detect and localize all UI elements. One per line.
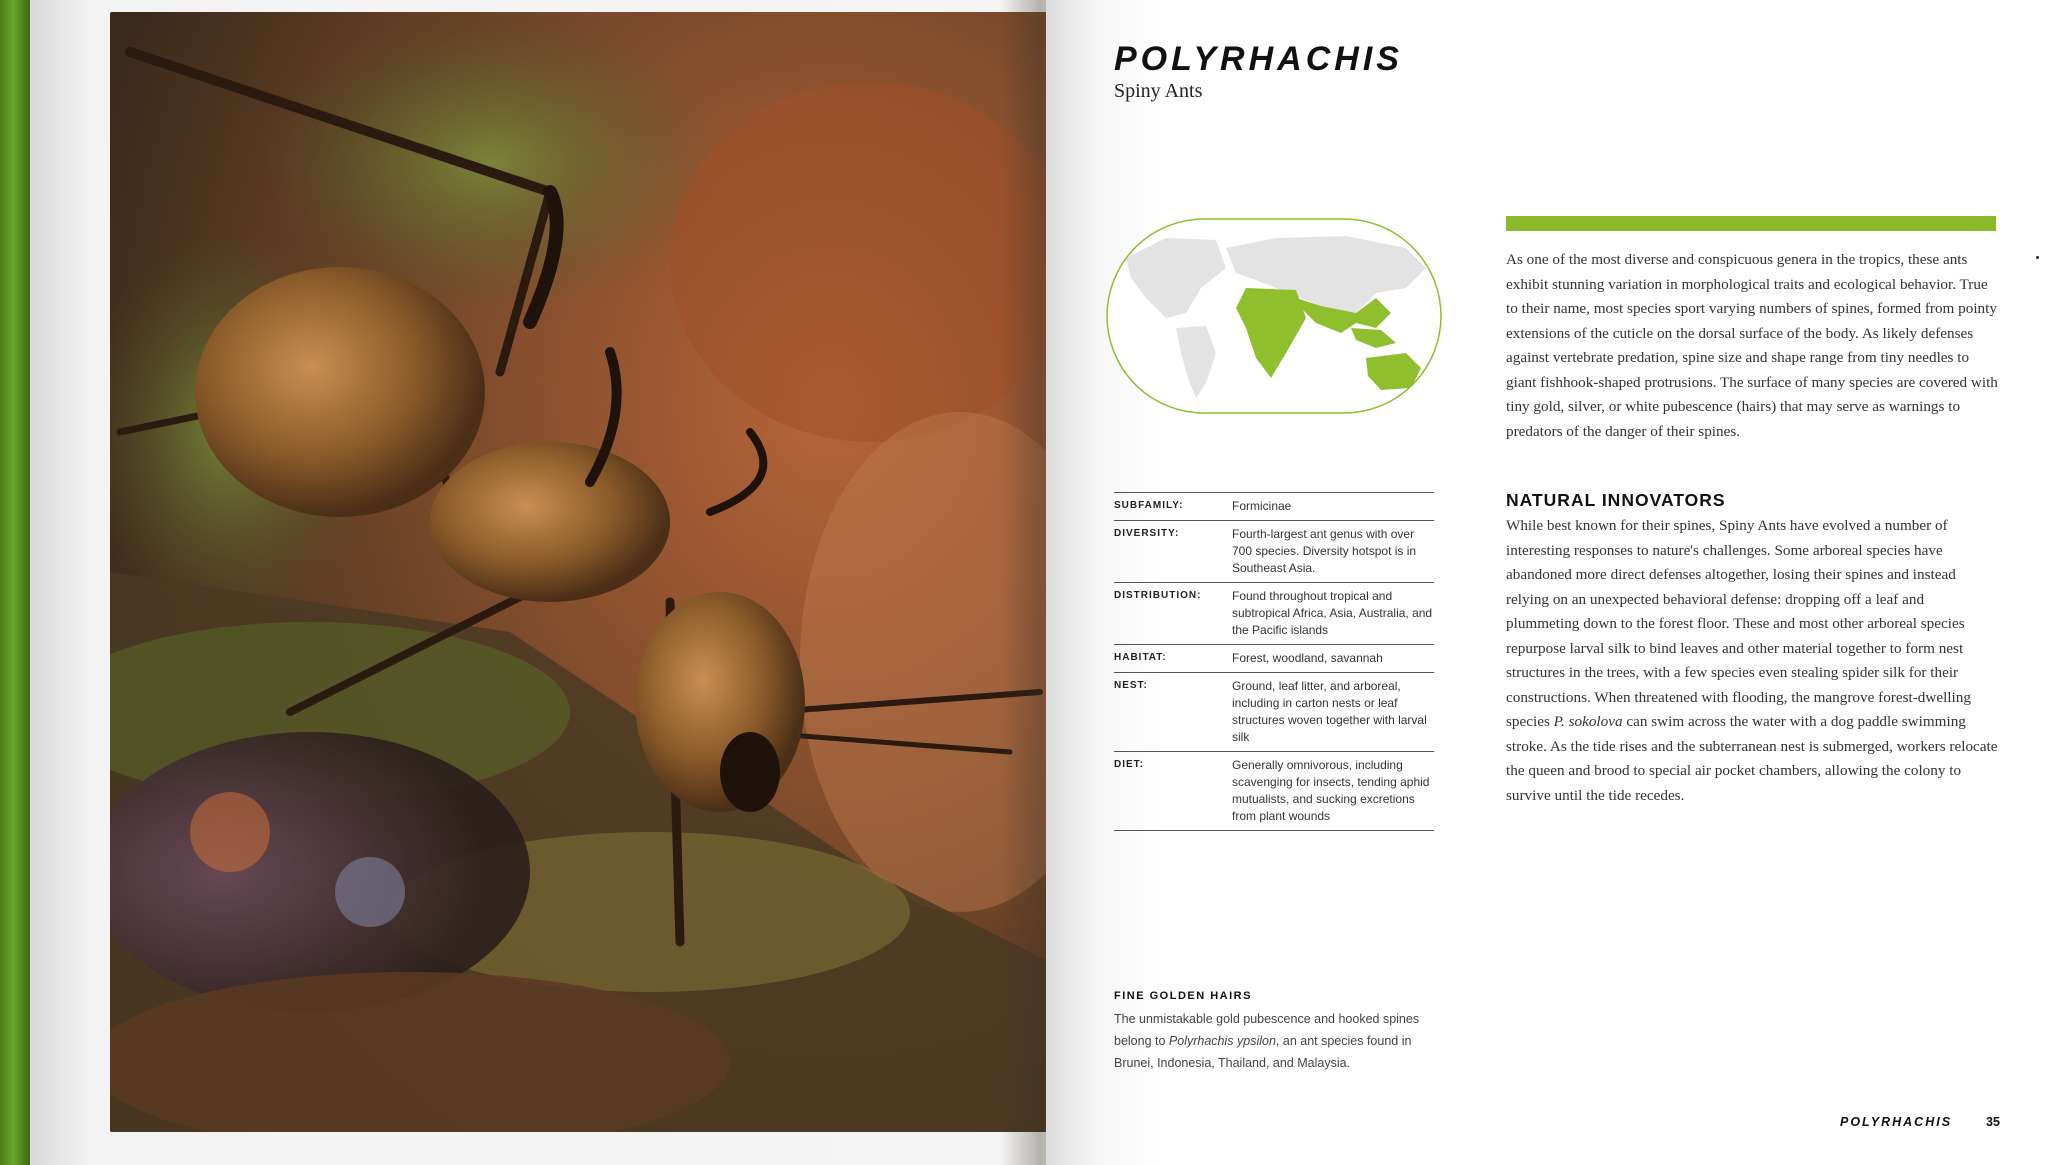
ant-photo-illustration bbox=[110, 12, 1070, 1132]
margin-dot bbox=[2036, 256, 2039, 259]
caption-text bbox=[1114, 1008, 1434, 1074]
fact-label: HABITAT: bbox=[1114, 652, 1167, 663]
page-subtitle: Spiny Ants bbox=[1114, 80, 1203, 102]
fact-row-diet bbox=[1114, 751, 1434, 831]
fact-value: Forest, woodland, savannah bbox=[1232, 651, 1383, 665]
fact-row-distribution bbox=[1114, 582, 1434, 644]
page-number: 35 bbox=[1986, 1115, 2000, 1129]
fact-value: Generally omnivorous, including scavenging for insects, tending aphid mutualists, and sucking excretions from plant wounds bbox=[1232, 758, 1430, 823]
caption-text-part: The unmistakable gold pubescence and hooked spines belong to bbox=[1114, 1012, 1420, 1048]
fact-value: Found throughout tropical and subtropical Africa, Asia, Australia, and the Pacific islands bbox=[1232, 589, 1433, 637]
accent-bar bbox=[1506, 216, 1996, 231]
section-heading: NATURAL INNOVATORS bbox=[1506, 490, 1726, 510]
caption-species-name: Polyrhachis ypsilon bbox=[1168, 1034, 1276, 1048]
fact-label: DISTRIBUTION: bbox=[1114, 590, 1202, 601]
section-text-part: While best known for their spines, Spiny Ants have evolved a number of interesting responses to nature's challenges. Some arboreal species have abandoned more direct defenses altogether, losing their spines and instead relying on an unexpected behavioral defense: dropping off a leaf and plummeting down to the forest floor. These and most other arboreal species repurpose larval silk to bind leaves and other material together to form nest structures in the trees, with a few species even stealing spider silk for their constructions. When threatened with flooding, the mangrove forest-dwelling species bbox=[1506, 517, 1971, 730]
section-paragraph bbox=[1506, 514, 2000, 808]
fact-row-subfamily bbox=[1114, 492, 1434, 520]
fact-value: Fourth-largest ant genus with over 700 species. Diversity hotspot is in Southeast Asia. bbox=[1232, 527, 1417, 575]
intro-paragraph: As one of the most diverse and conspicuous genera in the tropics, these ants exhibit stunning variation in morphological traits and ecological behavior. True to their name, most species sport varying numbers of spines, formed from pointy extensions of the cuticle on the dorsal surface of the body. As likely defenses against vertebrate predation, spine size and shape range from tiny needles to giant fishhook-shaped protrusions. The surface of many species are covered with tiny gold, silver, or white pubescence (hairs) that may serve as warnings to predators of the danger of their spines. bbox=[1506, 251, 1998, 440]
fact-label: DIVERSITY: bbox=[1114, 528, 1180, 539]
running-head: POLYRHACHIS bbox=[1840, 1115, 1953, 1129]
fact-value: Ground, leaf litter, and arboreal, including in carton nests or leaf structures woven together with larval silk bbox=[1232, 679, 1427, 744]
book-edge-green bbox=[0, 0, 30, 1165]
distribution-map bbox=[1106, 218, 1442, 414]
section-text-part: can swim across the water with a dog paddle swimming stroke. As the tide rises and the subterranean nest is submerged, workers relocate the queen and brood to special air pocket chambers, allowing the colony to survive until the tide recedes. bbox=[1506, 713, 1998, 804]
page-title: POLYRHACHIS bbox=[1114, 40, 1403, 78]
fact-table bbox=[1114, 492, 1434, 831]
fact-row-nest bbox=[1114, 672, 1434, 751]
species-name: P. sokolova bbox=[1553, 713, 1623, 730]
fact-value: Formicinae bbox=[1232, 499, 1292, 513]
caption-title: FINE GOLDEN HAIRS bbox=[1114, 990, 1252, 1002]
fact-row-habitat bbox=[1114, 644, 1434, 672]
fact-label: SUBFAMILY: bbox=[1114, 500, 1184, 511]
fact-row-diversity bbox=[1114, 520, 1434, 582]
world-map-icon bbox=[1106, 218, 1442, 414]
fact-label: NEST: bbox=[1114, 680, 1148, 691]
right-page bbox=[1046, 0, 2048, 1165]
fact-label: DIET: bbox=[1114, 759, 1144, 770]
left-page bbox=[30, 0, 1050, 1165]
spiny-ant-photo bbox=[110, 12, 1070, 1132]
caption-text-part: , an ant species found in Brunei, Indonesia, Thailand, and Malaysia. bbox=[1114, 1034, 1412, 1070]
